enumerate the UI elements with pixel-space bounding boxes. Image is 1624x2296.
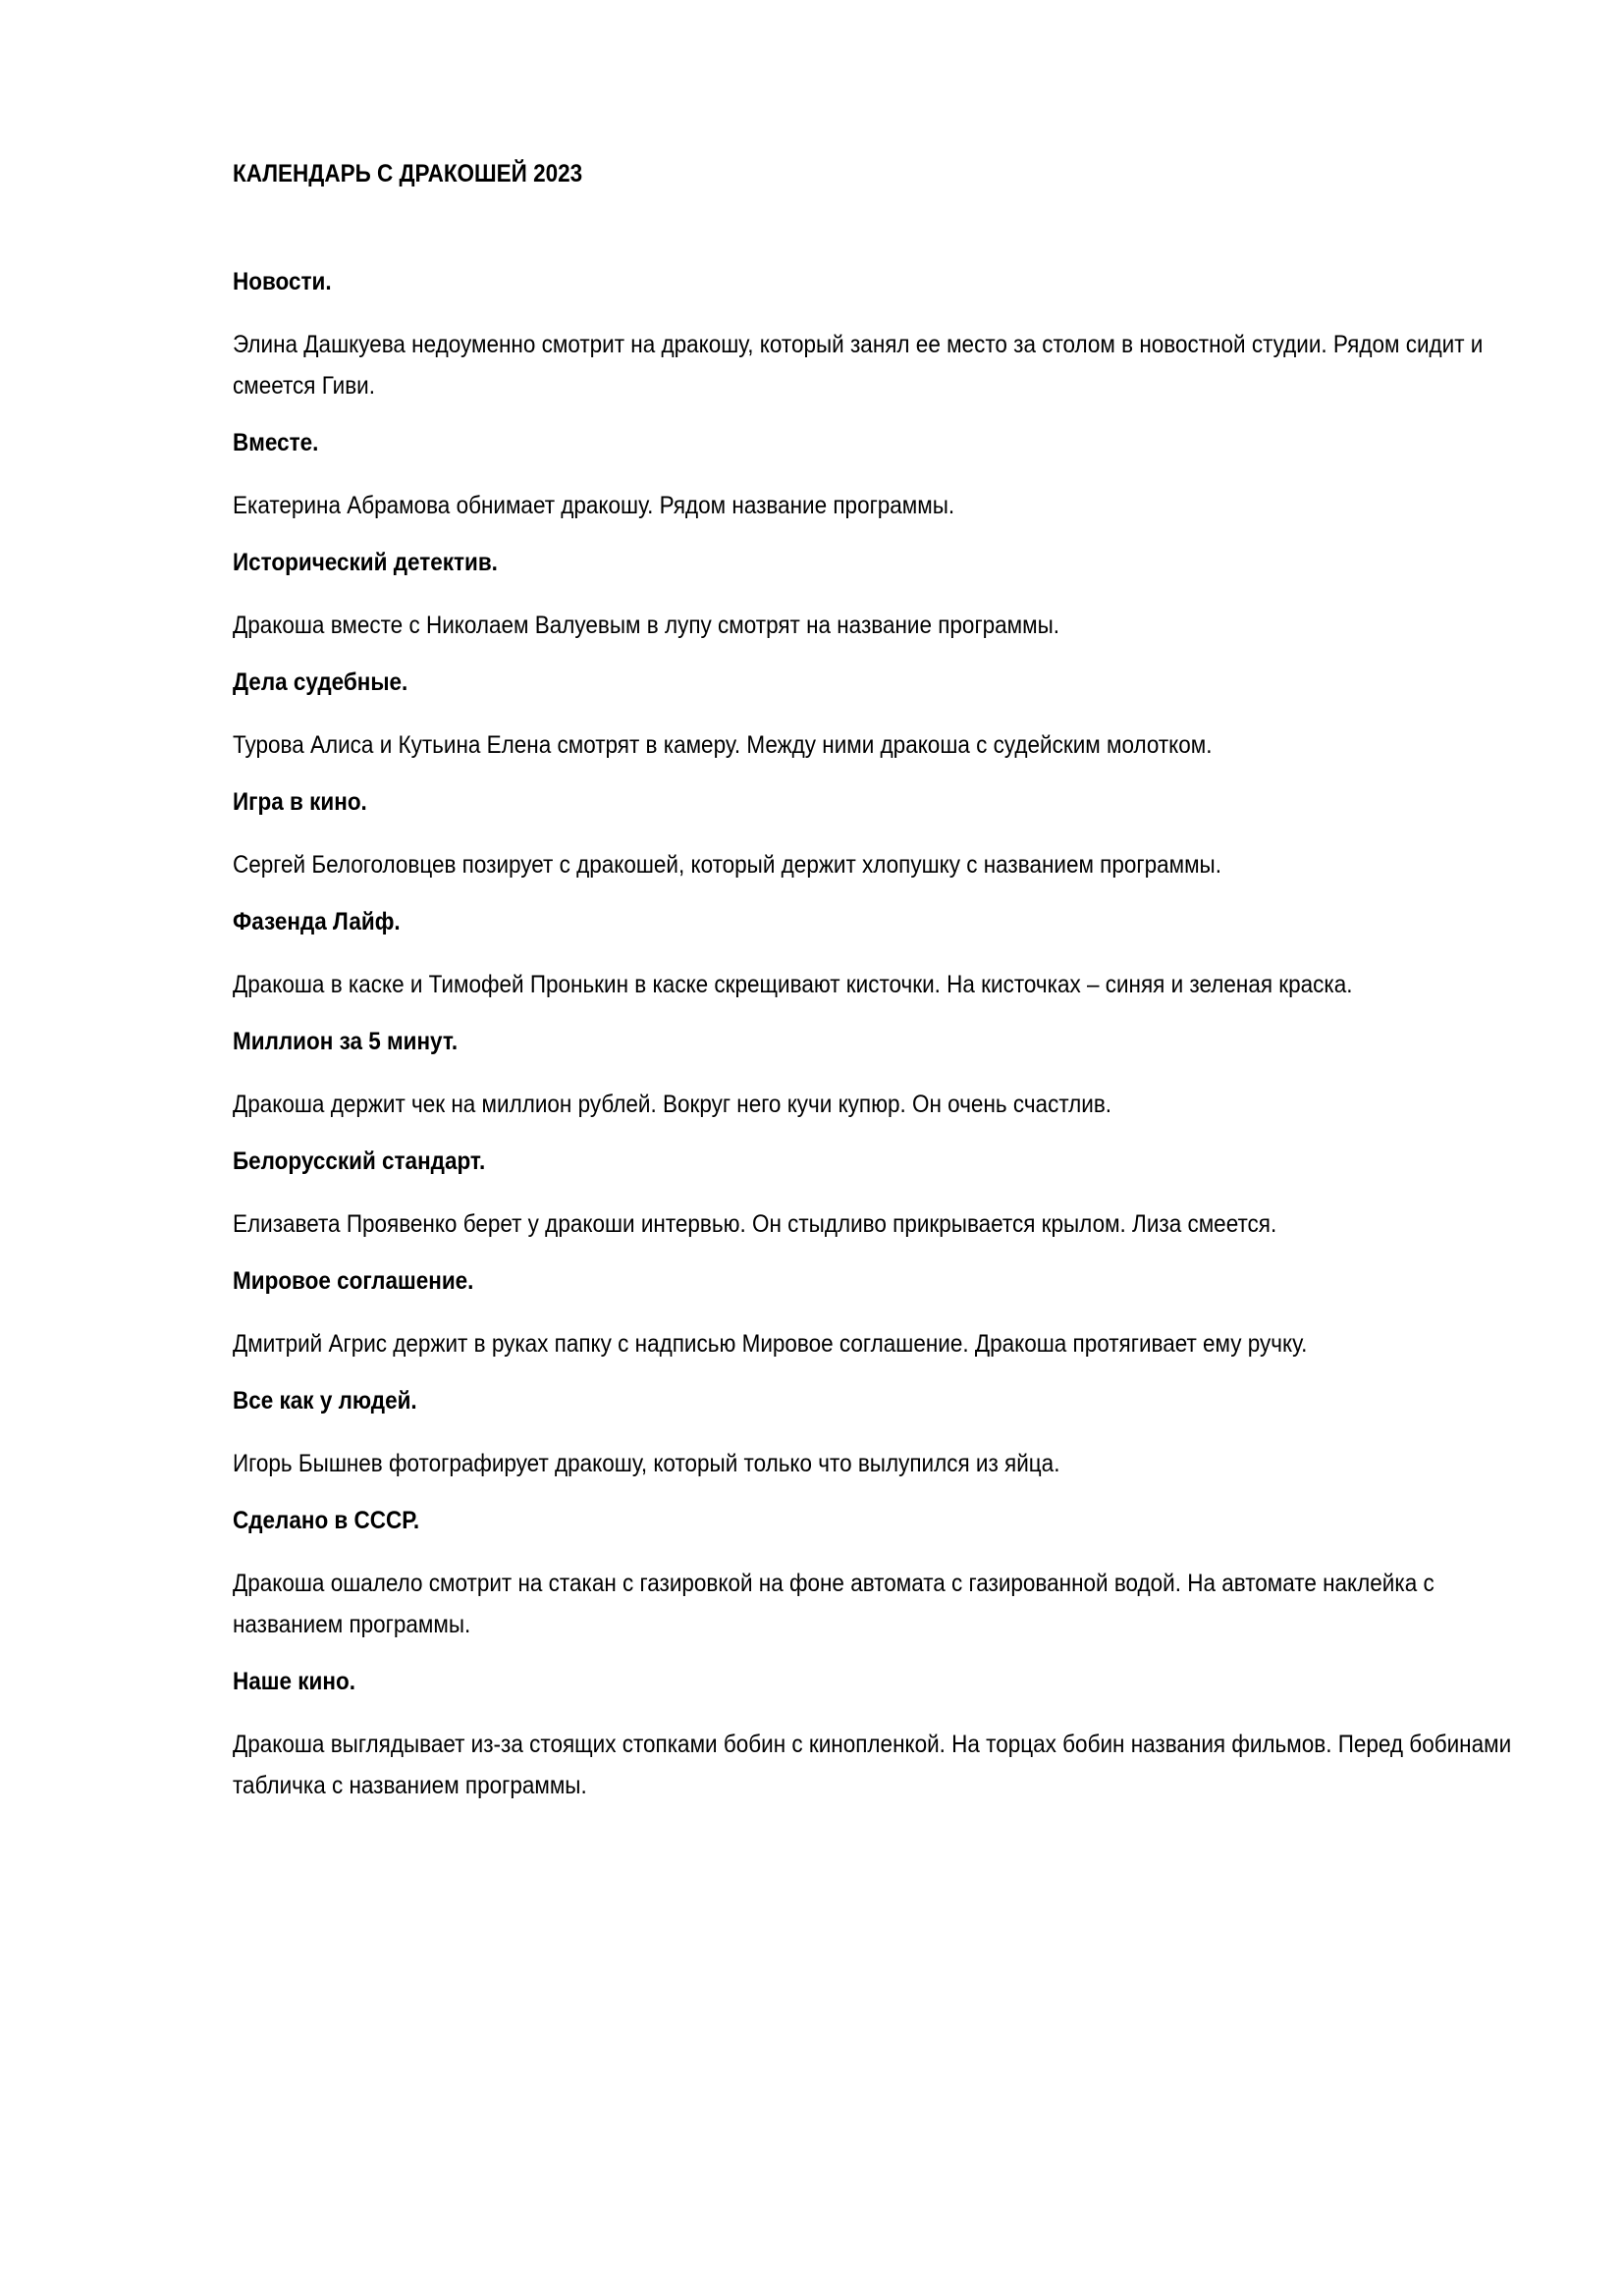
section-million-5-minutes <box>233 1025 1509 1125</box>
section-heading: Миллион за 5 минут. <box>233 1028 459 1055</box>
section-made-in-ussr <box>233 1504 1509 1645</box>
section-heading: Наше кино. <box>233 1668 355 1695</box>
section-belarus-standard <box>233 1145 1509 1245</box>
section-heading: Белорусский стандарт. <box>233 1148 486 1175</box>
section-text: Дракоша выглядывает из-за стоящих стопками бобин с кинопленкой. На торцах бобин названия фильмов. Перед бобинами табличка с названием программы. <box>233 1731 1512 1799</box>
section-our-cinema <box>233 1665 1512 1806</box>
section-together <box>233 426 1509 526</box>
section-movie-game <box>233 785 1509 885</box>
section-text: Сергей Белоголовцев позирует с дракошей, который держит хлопушку с названием программы. <box>233 851 1221 879</box>
section-like-people <box>233 1384 1509 1484</box>
section-text: Игорь Бышнев фотографирует дракошу, который только что вылупился из яйца. <box>233 1450 1060 1477</box>
section-heading: Сделано в СССР. <box>233 1507 420 1534</box>
document-title: КАЛЕНДАРЬ С ДРАКОШЕЙ 2023 <box>233 160 583 187</box>
section-news <box>233 265 1509 406</box>
section-text: Екатерина Абрамова обнимает дракошу. Рядом название программы. <box>233 492 955 519</box>
section-heading: Вместе. <box>233 429 319 456</box>
section-text: Дмитрий Агрис держит в руках папку с надписью Мировое соглашение. Дракоша протягивает ему ручку. <box>233 1330 1308 1358</box>
section-settlement <box>233 1264 1509 1364</box>
section-heading: Игра в кино. <box>233 788 367 816</box>
section-heading: Все как у людей. <box>233 1387 417 1415</box>
section-heading: Новости. <box>233 268 332 295</box>
section-fazenda-life <box>233 905 1509 1005</box>
section-heading: Фазенда Лайф. <box>233 908 401 935</box>
section-historical-detective <box>233 546 1509 646</box>
section-text: Турова Алиса и Кутьина Елена смотрят в камеру. Между ними дракоша с судейским молотком. <box>233 731 1213 759</box>
section-text: Дракоша ошалело смотрит на стакан с газировкой на фоне автомата с газированной водой. На автомате наклейка с названием программы. <box>233 1570 1435 1638</box>
document-page <box>233 157 1512 1826</box>
section-text: Дракоша вместе с Николаем Валуевым в лупу смотрят на название программы. <box>233 612 1060 639</box>
section-text: Елизавета Проявенко берет у дракоши интервью. Он стыдливо прикрывается крылом. Лиза смеется. <box>233 1210 1277 1238</box>
section-heading: Дела судебные. <box>233 668 408 696</box>
section-heading: Исторический детектив. <box>233 549 498 576</box>
section-court-cases <box>233 666 1509 766</box>
section-text: Дракоша в каске и Тимофей Пронькин в каске скрещивают кисточки. На кисточках – синяя и зеленая краска. <box>233 971 1353 998</box>
section-heading: Мировое соглашение. <box>233 1267 474 1295</box>
section-text: Дракоша держит чек на миллион рублей. Вокруг него кучи купюр. Он очень счастлив. <box>233 1091 1112 1118</box>
section-text: Элина Дашкуева недоуменно смотрит на дракошу, который занял ее место за столом в новостной студии. Рядом сидит и смеется Гиви. <box>233 331 1484 400</box>
